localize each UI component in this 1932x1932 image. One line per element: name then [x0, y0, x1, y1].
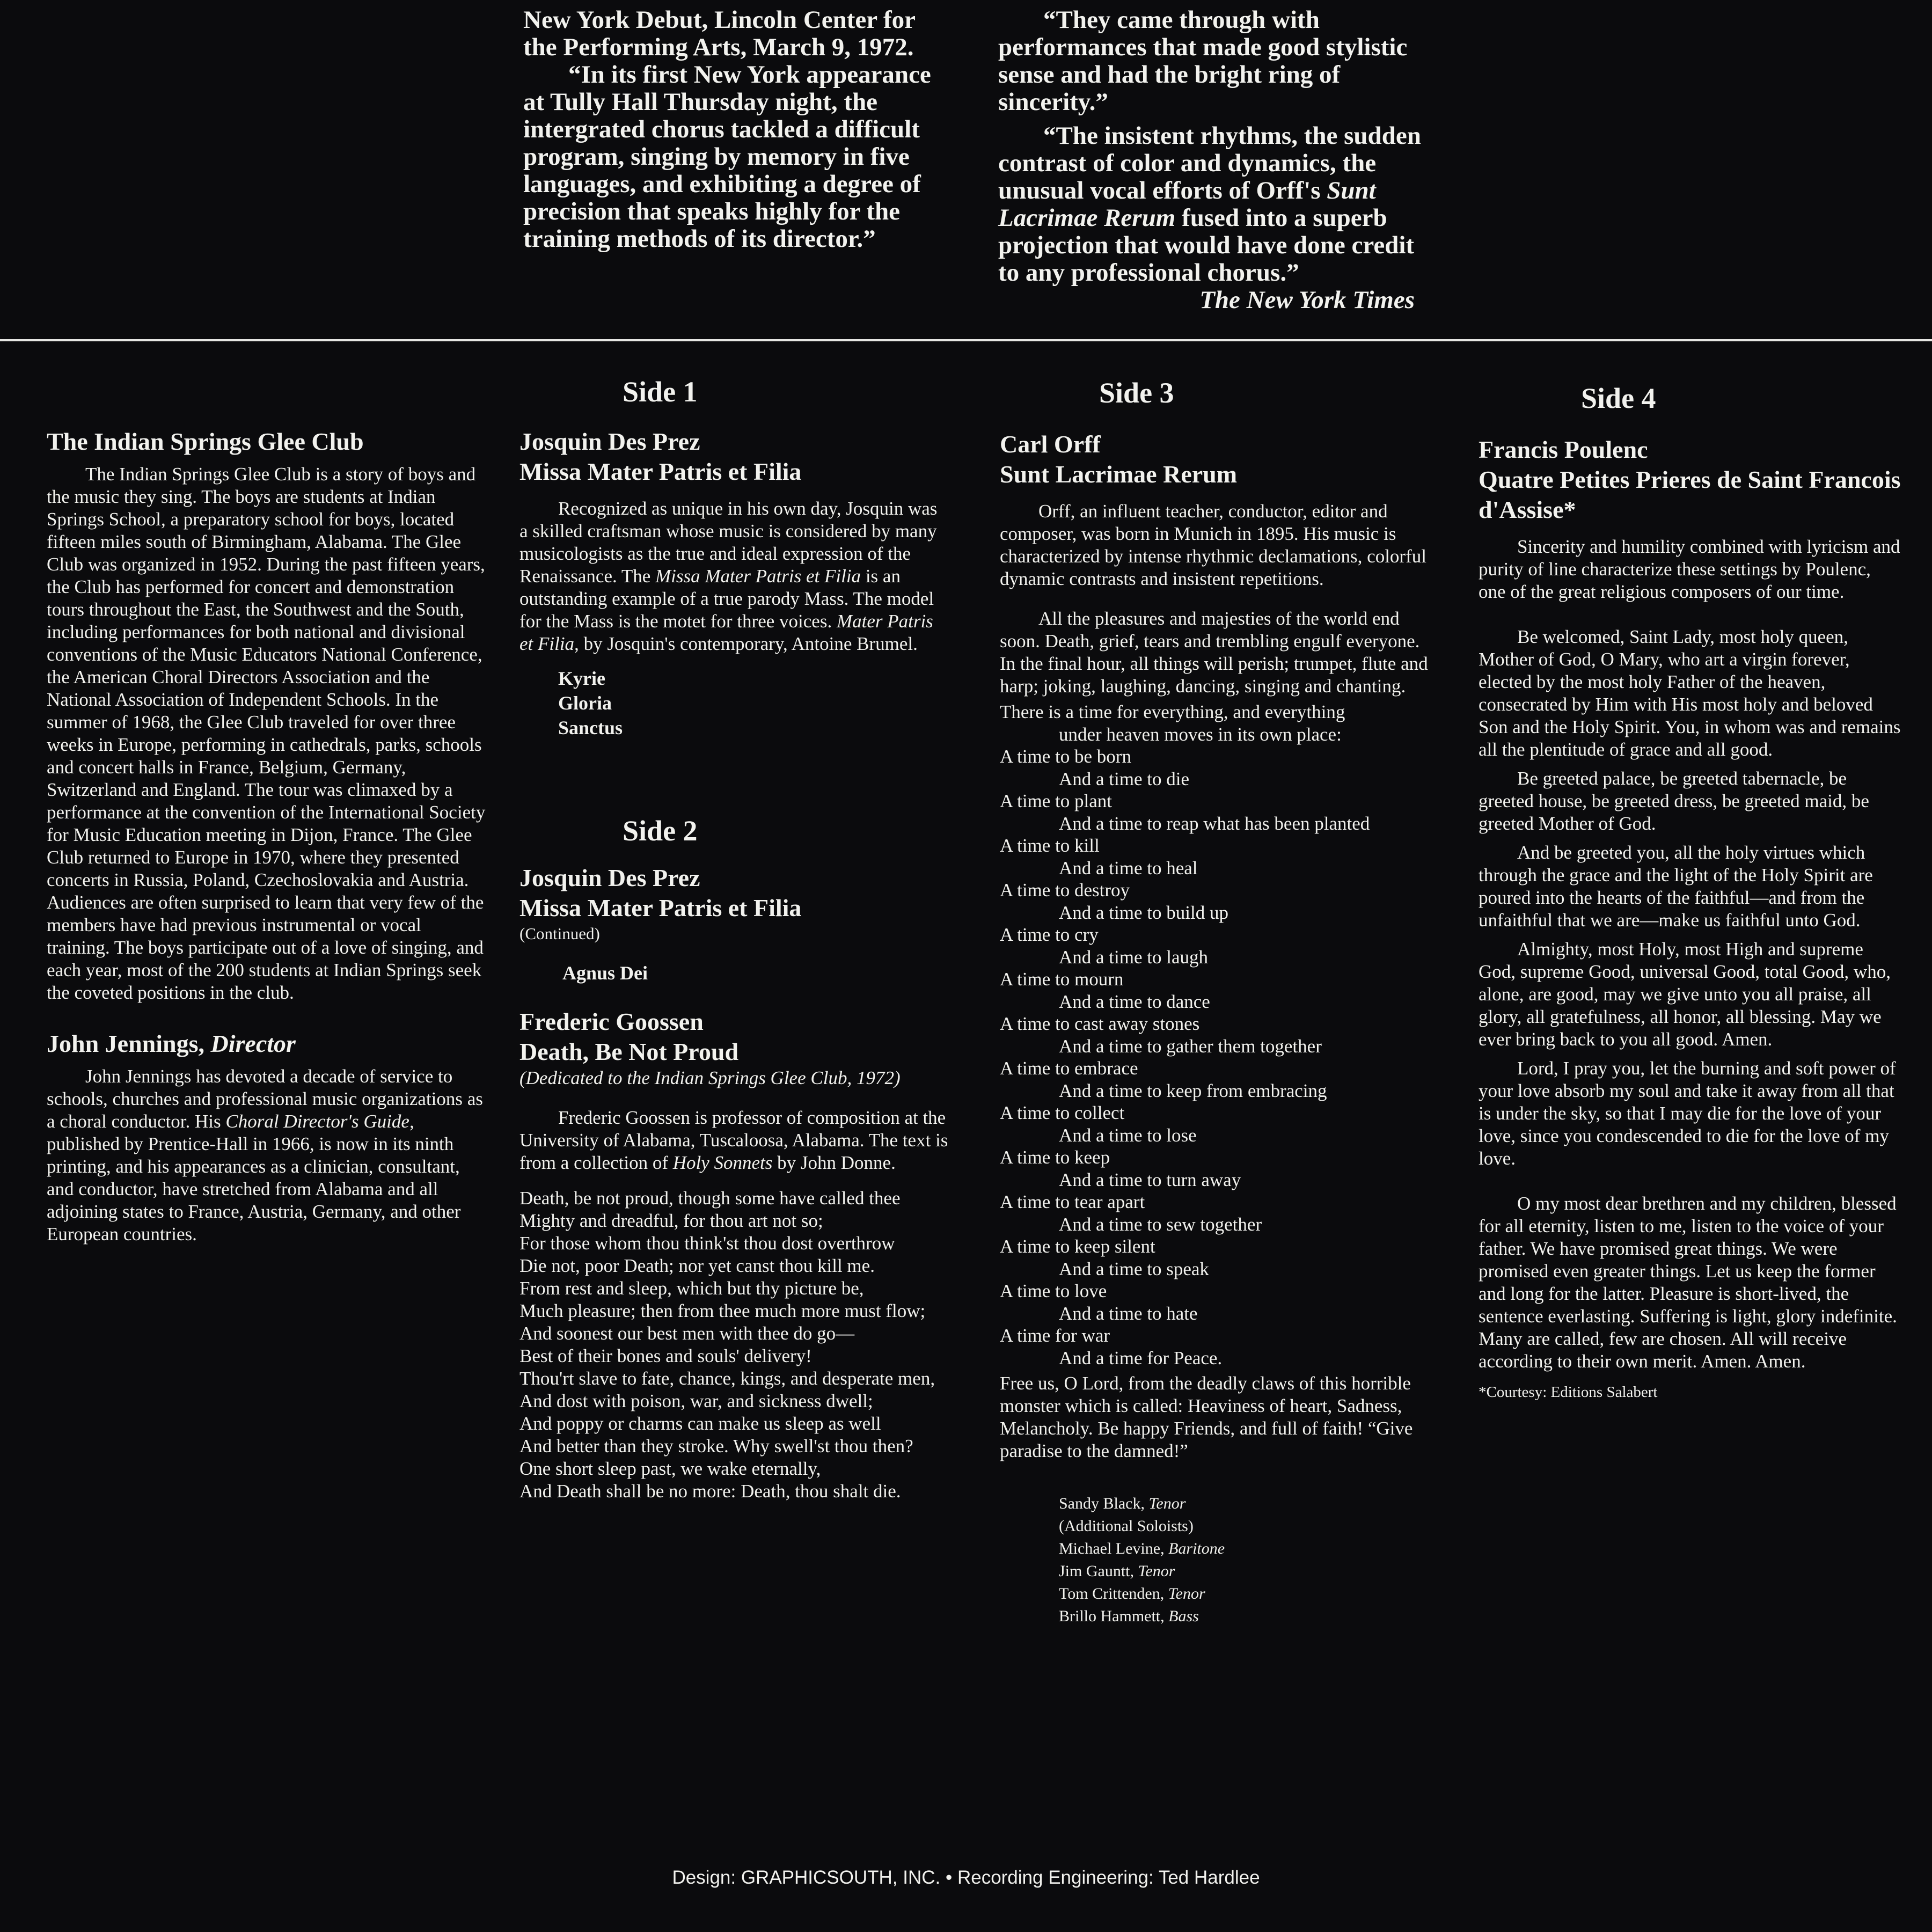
text-line: A time to collect — [1000, 1102, 1125, 1123]
text-line: And a time to sew together — [1059, 1213, 1262, 1235]
divider-rule — [0, 339, 1932, 341]
text-line: And a time to die — [1059, 768, 1190, 789]
text-line: And a time to dance — [1059, 991, 1210, 1012]
poem-line: And dost with poison, war, and sickness dwell; — [519, 1391, 873, 1411]
soloist-item: Brillo Hammett, Bass — [1059, 1607, 1199, 1625]
side-2-composer-2: Frederic Goossen — [519, 1008, 704, 1035]
side-3-composer: Carl Orff — [1000, 430, 1101, 458]
poem-line: Thou'rt slave to fate, chance, kings, and desperate men, — [519, 1368, 935, 1389]
side-1-movements — [519, 666, 949, 740]
poem-line: And poppy or charms can make us sleep as well — [519, 1413, 881, 1434]
text-line: And a time for Peace. — [1059, 1347, 1223, 1368]
side-4-paragraph: Be greeted palace, be greeted tabernacle, be greeted house, be greeted dress, be greeted maid, be greeted Mother of God. — [1479, 768, 1869, 834]
soloist-item: Sandy Black, Tenor — [1059, 1495, 1186, 1512]
side-1-label: Side 1 — [623, 376, 698, 408]
text-line: under heaven moves in its own place: — [1059, 723, 1342, 745]
side-4-paragraph: O my most dear brethren and my children, blessed for all eternity, listen to me, listen to the voice of your father. We have promised great things. We were promised even greater things. Let us keep the former and long for the latter. Pleasure is short-lived, the sentence everlasting. Suffering is light, glory indefinite. Many are called, few are chosen. All will receive according to their own merit. Amen. Amen. — [1479, 1193, 1897, 1372]
text-line: There is a time for everything, and everything — [1000, 701, 1345, 722]
side-2-column — [519, 863, 949, 1503]
side-4-paragraph: Be welcomed, Saint Lady, most holy queen, Mother of God, O Mary, who art a virgin forever, elected by the most holy Father of the heaven, consecrated by Him with His most holy and beloved Son and the Holy Spirit. You, in whom was and remains all the plentitude of grace and all good. — [1479, 626, 1901, 760]
side-3-body-1: Orff, an influent teacher, conductor, editor and composer, was born in Munich in 1895. His music is characterized by intense rhythmic declamations, colorful dynamic contrasts and insistent repetitions. — [1000, 501, 1426, 589]
side-1-column — [519, 427, 949, 740]
side-4-work: Quatre Petites Prieres de Saint Francois d'Assise* — [1479, 466, 1901, 523]
text-line: And a time to build up — [1059, 902, 1228, 923]
text-line: And a time to heal — [1059, 857, 1198, 879]
glee-club-body: The Indian Springs Glee Club is a story of boys and the music they sing. The boys are students at Indian Springs School, a preparatory school for boys, located fifteen miles south of Birmingham, Alabama. The Glee Club was organized in 1952. During the past fifteen years, the Club has performed for concert and demonstration tours throughout the East, the Southwest and the South, including performances for both national and divisional conventions of the Music Educators National Conference, the American Choral Directors Association and the National Association of Independent Schools. In the summer of 1968, the Glee Club traveled for over three weeks in Europe, performing in cathedrals, parks, schools and concert halls in France, Belgium, Germany, Switzerland and England. The tour was climaxed by a performance at the convention of the International Society for Music Education meeting in Dijon, France. The Glee Club returned to Europe in 1970, where they presented concerts in Russia, Poland, Czechoslovakia and Austria. Audiences are often surprised to learn that very few of the members have had previous instrumental or vocal training. The boys participate out of a love of singing, and each year, most of the 200 students at Indian Springs seek the coveted positions in the club. — [47, 464, 486, 1003]
poem-line: Best of their bones and souls' delivery! — [519, 1345, 812, 1366]
text-line: And a time to lose — [1059, 1124, 1197, 1146]
movement-item: Gloria — [558, 692, 612, 714]
side-2-composer: Josquin Des Prez — [519, 864, 700, 891]
side-4-paragraph: And be greeted you, all the holy virtues which through the grace and the light of the Holy Spirit are poured into the hearts of the faithful—and from the unfaithful that we are—make us faithful unto God. — [1479, 842, 1873, 931]
review-heading-block — [523, 6, 942, 253]
side-3-column — [1000, 429, 1429, 1628]
poem-line: For those whom thou think'st thou dost overthrow — [519, 1233, 895, 1254]
side-3-body-2: All the pleasures and majesties of the world end soon. Death, grief, tears and trembling engulf everyone. In the final hour, all things will perish; trumpet, flute and harp; joking, laughing, dancing, singing and chanting. — [1000, 608, 1428, 697]
poem-line: Death, be not proud, though some have called thee — [519, 1188, 901, 1209]
side-2-work-2: Death, Be Not Proud — [519, 1038, 739, 1065]
side-3-prayer: Free us, O Lord, from the deadly claws of this horrible monster which is called: Heaviness of heart, Sadness, Melancholy. Be happy Friends, and full of faith! “Give paradise to the damned!” — [1000, 1373, 1413, 1461]
movement-item: Agnus Dei — [562, 962, 648, 984]
text-line: And a time to hate — [1059, 1302, 1198, 1324]
director-title: John Jennings, Director — [47, 1030, 296, 1057]
text-line: A time for war — [1000, 1325, 1110, 1346]
side-4-paragraph: Lord, I pray you, let the burning and soft power of your love absorb my soul and take it away from all that is under the sky, so that I may die for the love of your love, since you condescended to die for the love of my love. — [1479, 1058, 1896, 1169]
soloists-list — [1000, 1492, 1429, 1628]
soloist-item: Jim Gauntt, Tenor — [1059, 1562, 1175, 1580]
text-line: And a time to keep from embracing — [1059, 1080, 1327, 1101]
text-line: A time to mourn — [1000, 969, 1124, 990]
text-line: And a time to turn away — [1059, 1169, 1241, 1190]
text-line: A time to destroy — [1000, 880, 1130, 901]
movement-item: Sanctus — [558, 717, 623, 738]
side-2-dedication: (Dedicated to the Indian Springs Glee Club, 1972) — [519, 1067, 901, 1088]
soloist-item: (Additional Soloists) — [1059, 1517, 1194, 1535]
poem-line: Mighty and dreadful, for thou art not so; — [519, 1210, 823, 1231]
side-4-paragraph: Almighty, most Holy, most High and supreme God, supreme Good, universal Good, total Good, who, alone, are good, may we give unto you all praise, all glory, all gratefulness, all honor, all blessing. May we ever bring back to you all good. Amen. — [1479, 939, 1891, 1050]
poem-line: One short sleep past, we wake eternally, — [519, 1458, 821, 1479]
side-4-composer: Francis Poulenc — [1479, 436, 1648, 463]
text-line: A time to be born — [1000, 746, 1131, 767]
side-1-work: Missa Mater Patris et Filia — [519, 458, 802, 485]
glee-club-column — [47, 427, 487, 1246]
donne-poem — [519, 1187, 938, 1503]
poem-line: And Death shall be no more: Death, thou shalt die. — [519, 1481, 901, 1502]
side-2-continued: (Continued) — [519, 924, 600, 943]
text-line: And a time to gather them together — [1059, 1035, 1322, 1057]
glee-club-title: The Indian Springs Glee Club — [47, 428, 364, 455]
side-4-paragraph: Sincerity and humility combined with lyricism and purity of line characterize these settings by Poulenc, one of the great religious composers of our time. — [1479, 536, 1900, 602]
text-line: And a time to speak — [1059, 1258, 1209, 1279]
text-line: A time to love — [1000, 1280, 1107, 1301]
poem-line: From rest and sleep, which but thy picture be, — [519, 1278, 864, 1299]
soloist-item: Michael Levine, Baritone — [1059, 1540, 1225, 1557]
side-3-label: Side 3 — [1099, 377, 1174, 409]
side-1-body: Recognized as unique in his own day, Josquin was a skilled craftsman whose music is considered by many musicologists as the true and ideal expression of the Renaissance. The Missa Mater Patris et Filia is an outstanding example of a true parody Mass. The model for the Mass is the motet for three voices. Mater Patris et Filia, by Josquin's contemporary, Antoine Brumel. — [519, 498, 938, 654]
text-line: A time to keep — [1000, 1147, 1110, 1168]
review-quote-2: “They came through with performances that made good stylistic sense and had the bright ring of sincerity.” — [998, 6, 1408, 116]
text-line: A time to cry — [1000, 924, 1099, 945]
side-2-body: Frederic Goossen is professor of composition at the University of Alabama, Tuscaloosa, Alabama. The text is from a collection of Holy Sonnets by John Donne. — [519, 1107, 948, 1173]
side-1-composer: Josquin Des Prez — [519, 428, 700, 455]
director-body: John Jennings has devoted a decade of service to schools, churches and professional music organizations as a choral conductor. His Choral Director's Guide, published by Prentice-Hall in 1966, is now in its ninth printing, and his appearances as a clinician, consultant, and conductor, have stretched from Alabama and all adjoining states to France, Austria, Germany, and other European countries. — [47, 1066, 483, 1245]
review-quote-block — [998, 6, 1422, 314]
side-4-label: Side 4 — [1581, 382, 1656, 414]
poem-line: And soonest our best men with thee do go— — [519, 1323, 855, 1344]
text-line: A time to kill — [1000, 835, 1100, 856]
text-line: And a time to laugh — [1059, 946, 1209, 968]
review-source: The New York Times — [1199, 286, 1415, 314]
review-quote-1: “In its first New York appearance at Tully Hall Thursday night, the intergrated chorus tackled a difficult program, singing by memory in five languages, and exhibiting a degree of precision that speaks highly for the training methods of its director.” — [523, 61, 931, 253]
side-3-work: Sunt Lacrimae Rerum — [1000, 460, 1238, 488]
side-2-label: Side 2 — [623, 815, 698, 847]
text-line: A time to keep silent — [1000, 1236, 1155, 1257]
text-line: And a time to reap what has been planted — [1059, 813, 1370, 834]
poem-line: Die not, poor Death; nor yet canst thou kill me. — [519, 1255, 875, 1276]
credits-line: Design: GRAPHICSOUTH, INC. • Recording Engineering: Ted Hardlee — [672, 1867, 1260, 1888]
side-4-footnote: *Courtesy: Editions Salabert — [1479, 1384, 1658, 1401]
poem-line: Much pleasure; then from thee much more must flow; — [519, 1300, 926, 1321]
side-4-column — [1479, 435, 1902, 1402]
side-2-work: Missa Mater Patris et Filia — [519, 894, 802, 921]
text-line: A time to plant — [1000, 791, 1113, 811]
poem-line: And better than they stroke. Why swell'st thou then? — [519, 1436, 913, 1457]
review-quote-3: “The insistent rhythms, the sudden contrast of color and dynamics, the unusual vocal efforts of Orff's Sunt Lacrimae Rerum fused into a superb projection that would have done credit to any professional chorus.” — [998, 122, 1421, 287]
review-heading: New York Debut, Lincoln Center for the Performing Arts, March 9, 1972. — [523, 6, 916, 61]
soloist-item: Tom Crittenden, Tenor — [1059, 1585, 1205, 1602]
text-line: A time to cast away stones — [1000, 1013, 1200, 1034]
movement-item: Kyrie — [558, 668, 605, 689]
orff-text — [1000, 701, 1429, 1369]
text-line: A time to tear apart — [1000, 1191, 1145, 1212]
orff-title: Sunt Lacrimae Rerum — [998, 177, 1376, 232]
text-line: A time to embrace — [1000, 1058, 1138, 1079]
